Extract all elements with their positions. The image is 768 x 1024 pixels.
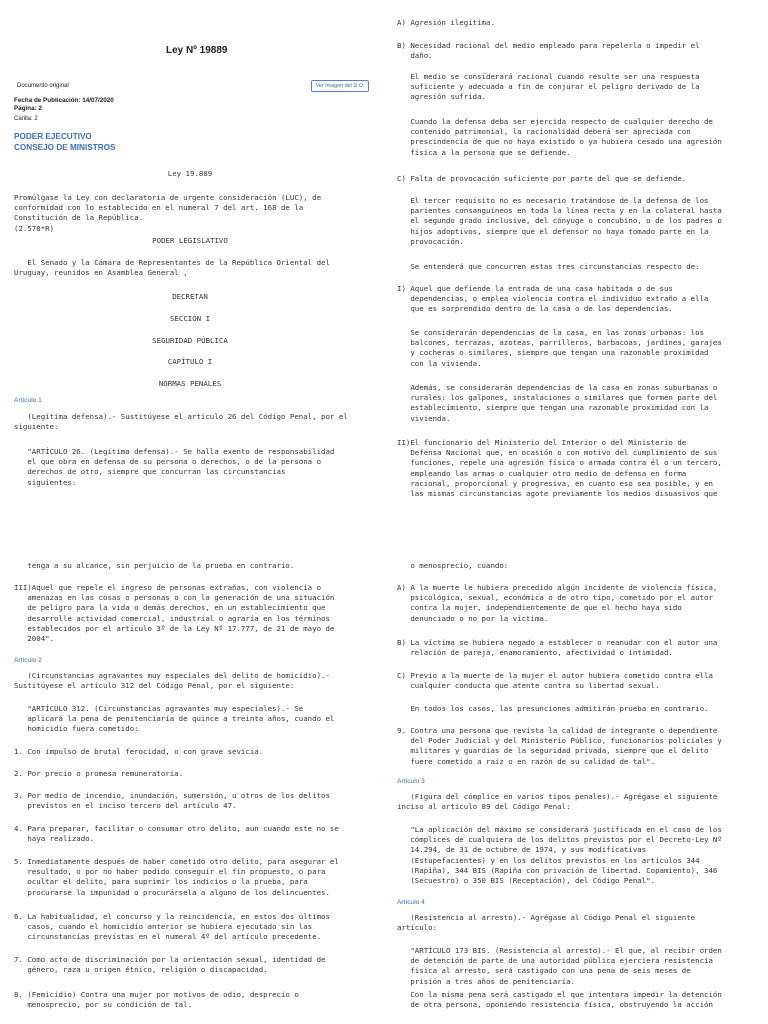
ley-number: Ley 19.889: [167, 169, 213, 178]
ver-imagen-button[interactable]: Ver Imagen del D.O.: [311, 80, 369, 92]
decretan-heading: DECRETAN: [172, 292, 208, 301]
numeral-8: 8. (Femicidio) Contra una mujer por motivos de odio, desprecio o menosprecio, por su condición de tal.: [14, 990, 299, 1010]
poder-legislativo-heading: PODER LEGISLATIVO: [152, 236, 228, 245]
item-i-paragraph-2: Además, se considerarán dependencias de la casa en zonas suburbanas o rurales: los galpones, instalaciones o similares que formen parte del establecimiento, siempre que tengan una razonable proximidad con la vivienda.: [410, 383, 718, 423]
numeral-3: 3. Por medio de incendio, inundación, sumersión, u otros de los delitos previstos en el inciso tercero del artículo 47.: [14, 791, 330, 811]
numeral-1: 1. Con impulso de brutal ferocidad, o con grave sevicia.: [14, 747, 264, 756]
fecha-publicacion: Fecha de Publicación: 14/07/2020: [14, 97, 114, 104]
item-b-paragraph-1: El medio se considerará racional cuando resulte ser una respuesta suficiente y adecuada a fin de conjurar el peligro derivado de la agresión sufrida.: [410, 72, 700, 102]
numeral-6: 6. La habitualidad, el concurso y la reincidencia, en estos dos últimos casos, cuando el homicidio anterior se hubiera ejecutado sin las circunstancias previstas en el numeral 4º del artículo precedente.: [14, 912, 330, 942]
articulo-2-link[interactable]: Artículo 2: [14, 657, 42, 664]
numeral-2: 2. Por precio o promesa remuneratoria.: [14, 769, 184, 778]
item-2b: B) La víctima se hubiera negado a establecer o reanudar con el autor una relación de pareja, enamoramiento, afectividad o intimidad.: [397, 638, 718, 658]
item-2c: C) Previo a la muerte de la mujer el autor hubiera cometido contra ella cualquier conducta que atente contra su libertad sexual.: [397, 671, 713, 691]
articulo-4-link[interactable]: Artículo 4: [397, 899, 425, 906]
item-ii: II)El funcionario del Ministerio del Interior o del Ministerio de Defensa Nacional que, en ocasión o con motivo del cumplimiento de sus funciones, repele una agresión física o armada contra él o un tercero, empleando las armas o cualquier otro medio de defensa en forma racional, proporcional y progresiva, en cuanto eso sea posible, y en las mismas circunstancias agote previamente los medios disuasivos que: [397, 438, 722, 499]
menosprecio-line: o menosprecio, cuando:: [397, 561, 509, 570]
art2-intro: (Circunstancias agravantes muy especiales del delito de homicidio).- Sustitúyese el artículo 312 del Código Penal, por el siguiente:: [14, 671, 330, 691]
seccion-heading: SECCIÓN I: [169, 314, 211, 323]
senado-paragraph: El Senado y la Cámara de Representantes de la República Oriental del Uruguay, reunidos en Asamblea General ,: [14, 258, 330, 278]
art4-intro: (Resistencia al arresto).- Agrégase al Código Penal el siguiente artículo:: [397, 913, 696, 933]
art3-intro: (Figura del cómplice en varios tipos penales).- Agrégase el siguiente inciso al artículo 89 del Código Penal:: [397, 792, 718, 812]
presunciones-line: En todos los casos, las presunciones admitirán prueba en contrario.: [397, 704, 709, 713]
art1-intro: (Legítima defensa).- Sustitúyese el artículo 26 del Código Penal, por el siguiente:: [14, 412, 348, 432]
numeral-9: 9. Contra una persona que revista la calidad de integrante o dependiente del Poder Judicial y del Ministerio Público, funcionarios policiales y militares y guardias de la seguridad privada, siempre que el delito fuere cometido a raíz o en razón de su calidad de tal".: [397, 726, 722, 766]
item-b-paragraph-2: Cuando la defensa deba ser ejercida respecto de cualquier derecho de contenido patrimonial, la racionalidad deberá ser apreciada con prescindencia de que no haya existido o ya hubiera cesado una agresión física a la persona que se defiende.: [410, 117, 722, 157]
documento-original-label: Documento original: [17, 83, 69, 89]
document-title: Ley Nº 19889: [166, 45, 228, 56]
numeral-5: 5. Inmediatamente después de haber cometido otro delito, para asegurar el resultado, o por no haber podido conseguir el fin propuesto, o para ocultar el delito, para suprimir los indicios o la prueba, para procurarse la impunidad o procurársela a alguno de los delincuentes.: [14, 857, 339, 897]
numeral-4: 4. Para preparar, facilitar o consumar otro delito, aun cuando este no se haya realizado.: [14, 824, 339, 844]
art173-text: "ARTÍCULO 173 BIS. (Resistencia al arresto).- El que, al recibir orden de detención de parte de una autoridad pública ejerciera resistencia física al arresto, será castigado con una pena de seis meses de prisión a tres años de penitenciaría.: [410, 946, 722, 986]
numeral-7: 7. Como acto de discriminación por la orientación sexual, identidad de género, raza u origen étnico, religión o discapacidad.: [14, 955, 326, 975]
normas-heading: NORMAS PENALES: [158, 379, 222, 388]
misma-pena-text: Con la misma pena será castigado el que intentara impedir la detención de otra persona, oponiendo resistencia física, obstruyendo la acción: [410, 990, 722, 1010]
articulo-3-link[interactable]: Artículo 3: [397, 778, 425, 785]
item-c-paragraph-1: El tercer requisito no es necesario tratándose de la defensa de los parientes consanguíneos en toda la línea recta y en la colateral hasta el segundo grado inclusive, del cónyuge o concubino, o de los padres o hijos adoptivos, siempre que el defensor no haya tomado parte en la provocación.: [410, 196, 722, 246]
item-a: A) Agresión ilegítima.: [397, 18, 495, 27]
item-b: B) Necesidad racional del medio empleado para repelerla o impedir el daño.: [397, 41, 700, 61]
item-c: C) Falta de provocación suficiente por parte del que se defiende.: [397, 174, 687, 183]
seguridad-heading: SEGURIDAD PÚBLICA: [152, 336, 228, 345]
articulo-1-link[interactable]: Artículo 1: [14, 397, 42, 404]
carilla-label: Carilla: 2: [14, 116, 38, 122]
poder-ejecutivo-heading: PODER EJECUTIVO: [14, 132, 92, 141]
art26-text: "ARTÍCULO 26. (Legítima defensa).- Se halla exento de responsabilidad el que obra en defensa de su persona o derechos, o de la persona o derechos de otro, siempre que concurran las circunstancias siguientes:: [27, 447, 335, 487]
consejo-ministros-heading: CONSEJO DE MINISTROS: [14, 143, 116, 152]
art3-text: "La aplicación del máximo se considerará justificada en el caso de los cómplices de cualquiera de los delitos previstos por el Decreto-Ley Nº 14.294, de 31 de octubre de 1974, y sus modificativas (Estupefacientes) y en los delitos previstos en los artículos 344 (Rapiña), 344 BIS (Rapiña con privación de libertad. Copamiento), 346 (Secuestro) o 350 BIS (Receptación), del Código Penal".: [410, 825, 722, 886]
capitulo-heading: CAPÍTULO I: [167, 357, 213, 366]
pagina-label: Página: 2: [14, 105, 42, 112]
item-2a: A) A la muerte le hubiera precedido algún incidente de violencia física, psicológica, sexual, económica o de otro tipo, cometido por el autor contra la mujer, independientemente de que el hecho haya sido denunciado o no por la víctima.: [397, 583, 718, 623]
promulgase-paragraph: Promúlgase la Ley con declaratoria de urgente consideración (LUC), de conformidad con lo establecido en el numeral 7 del art. 168 de la Constitución de la República. (2.570*R): [14, 193, 322, 233]
tenga-line: tenga a su alcance, sin perjuicio de la prueba en contrario.: [14, 561, 295, 570]
item-c-paragraph-2: Se entenderá que concurren estas tres circunstancias respecto de:: [397, 262, 700, 271]
art312-text: "ARTÍCULO 312. (Circunstancias agravantes muy especiales).- Se aplicará la pena de penitenciaría de quince a treinta años, cuando el homicidio fuera cometido:: [27, 704, 335, 734]
item-i: I) Aquel que defiende la entrada de una casa habitada o de sus dependencias, o emplea violencia contra el individuo extraño a ella que es sorprendido dentro de la casa o de las dependencias.: [397, 284, 709, 314]
item-iii: III)Aquel que repele el ingreso de personas extrañas, con violencia o amenazas en las cosas o personas o con la generación de una situación de peligro para la vida o demás derechos, en un establecimiento que desarrolle actividad comercial, industrial o agraria en los términos establecidos por el artículo 3º de la Ley Nº 17.777, de 21 de mayo de 2004".: [14, 583, 335, 644]
item-i-paragraph-1: Se considerarán dependencias de la casa, en las zonas urbanas: los balcones, terrazas, azoteas, parrilleros, barbacoas, jardines, garajes y cocheras o similares, siempre que tengan una razonable proximidad con la vivienda.: [410, 328, 722, 368]
